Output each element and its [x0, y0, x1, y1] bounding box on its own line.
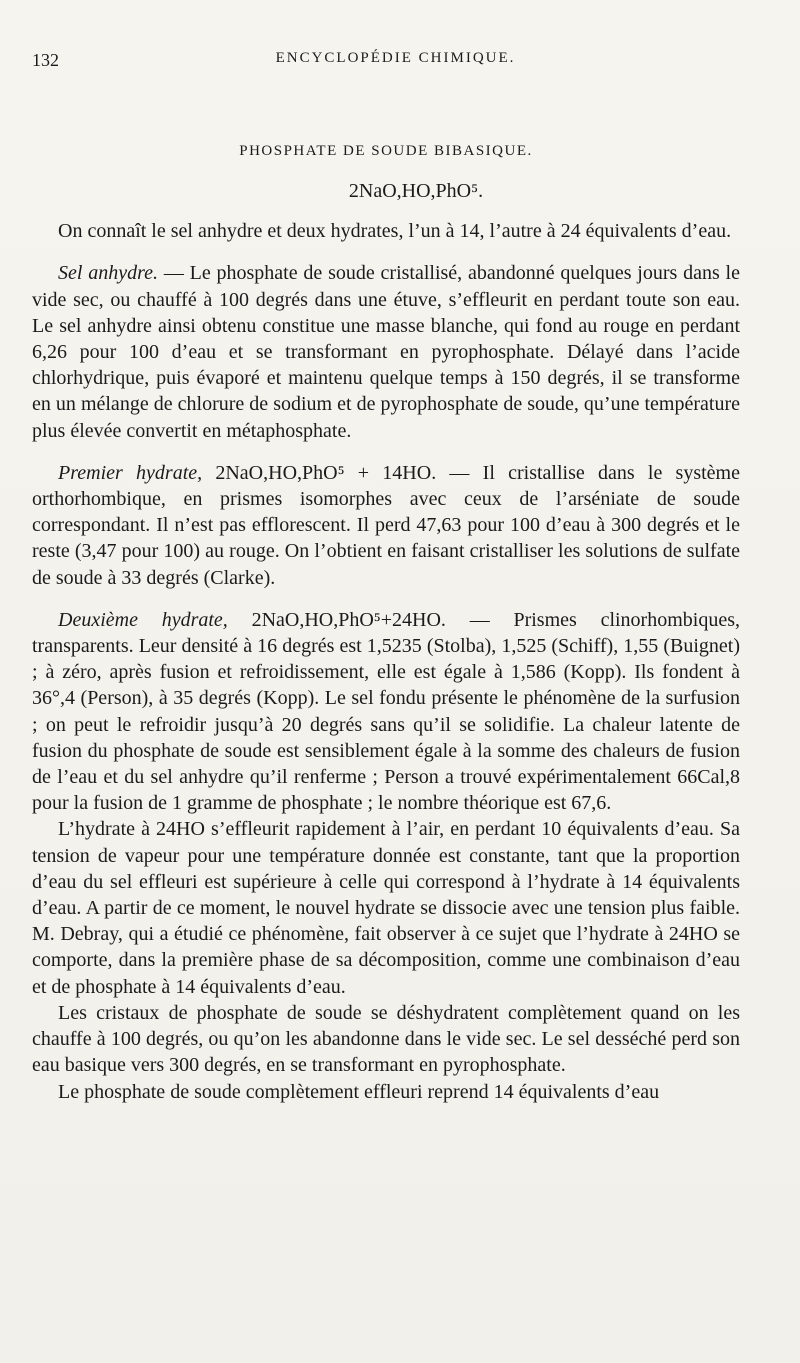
page-number: 132: [32, 50, 59, 70]
paragraph-premier-hydrate: [32, 460, 740, 591]
running-head: [28, 50, 745, 74]
paragraph-text: 2NaO,HO,PhO⁵+24HO. — Prismes clinorhombiques, transparents. Leur densité à 16 degrés est 1,5235 (Stolba), 1,525 (Schiff), 1,55 (Buignet) ; à zéro, après fusion et refroidissement, elle est égale à 1,586 (Kopp). Ils fondent à 36°,4 (Person), à 35 degrés (Kopp). Le sel fondu présente le phénomène de la surfusion ; on peut le refroidir jusqu’à 20 degrés sans qu’il se solidifie. La chaleur latente de fusion du phosphate de soude est sensiblement égale à la somme des chaleurs de fusion de l’eau et du sel anhydre qu’il renferme ; Person a trouvé expérimentalement 66Cal,8 pour la fusion de 1 gramme de phosphate ; le nombre théorique est 67,6.: [32, 608, 740, 815]
paragraph-sel-anhydre: [32, 260, 740, 443]
paragraph-deshydratation: [32, 1000, 740, 1079]
paragraph-text: Le phosphate de soude complètement effleuri reprend 14 équivalents d’eau: [58, 1080, 660, 1103]
paragraph-reprise-eau: [32, 1079, 740, 1105]
paragraph-text: On connaît le sel anhydre et deux hydrates, l’un à 14, l’autre à 24 équivalents d’eau.: [58, 220, 732, 243]
paragraph-lead: Deuxième hydrate,: [58, 608, 228, 631]
paragraph-text: 2NaO,HO,PhO⁵ + 14HO. — Il cristallise dans le système orthorhombique, en prismes isomorphes avec ceux de l’arséniate de soude correspondant. Il n’est pas efflorescent. Il perd 47,63 pour 100 d’eau à 300 degrés et le reste (3,47 pour 100) au rouge. On l’obtient en faisant cristalliser les solutions de sulfate de soude à 33 degrés (Clarke).: [32, 461, 740, 589]
paragraph-lead: Premier hydrate,: [58, 461, 203, 484]
article-body: [32, 138, 740, 1105]
section-title: PHOSPHATE DE SOUDE BIBASIQUE.: [239, 143, 533, 159]
paragraph-intro: [32, 218, 740, 244]
paragraph-text: — Le phosphate de soude cristallisé, abandonné quelques jours dans le vide sec, ou chauffé à 100 degrés dans une étuve, s’effleurit en perdant toute son eau. Le sel anhydre ainsi obtenu constitue une masse blanche, qui fond au rouge en perdant 6,26 pour 100 d’eau et se transformant en pyrophosphate. Délayé dans l’acide chlorhydrique, puis évaporé et maintenu quelque temps à 150 degrés, il se transforme en un mélange de chlorure de sodium et de pyrophosphate de soude, qu’une température plus élevée convertit en métaphosphate.: [32, 262, 740, 442]
section-formula: 2NaO,HO,PhO⁵.: [348, 180, 484, 202]
paragraph-effleurissement: [32, 816, 740, 999]
paragraph-text: Les cristaux de phosphate de soude se déshydratent complètement quand on les chauffe à 100 degrés, ou qu’on les abandonne dans le vide sec. Le sel desséché perd son eau basique vers 300 degrés, en se transformant en pyrophosphate.: [32, 1001, 740, 1077]
paragraph-text: L’hydrate à 24HO s’effleurit rapidement à l’air, en perdant 10 équivalents d’eau. Sa tension de vapeur pour une température donnée est constante, tant que la proportion d’eau du sel effleuri est supérieure à celle qui correspond à l’hydrate à 14 équivalents d’eau. A partir de ce moment, le nouvel hydrate se dissocie avec une tension plus faible. M. Debray, qui a étudié ce phénomène, fait observer à ce sujet que l’hydrate à 24HO se comporte, dans la première phase de sa décomposition, comme une combinaison d’eau et de phosphate à 14 équivalents d’eau.: [32, 818, 740, 998]
journal-title: ENCYCLOPÉDIE CHIMIQUE.: [275, 50, 516, 66]
paragraph-lead: Sel anhydre.: [58, 262, 159, 285]
paragraph-deuxieme-hydrate: [32, 607, 740, 817]
